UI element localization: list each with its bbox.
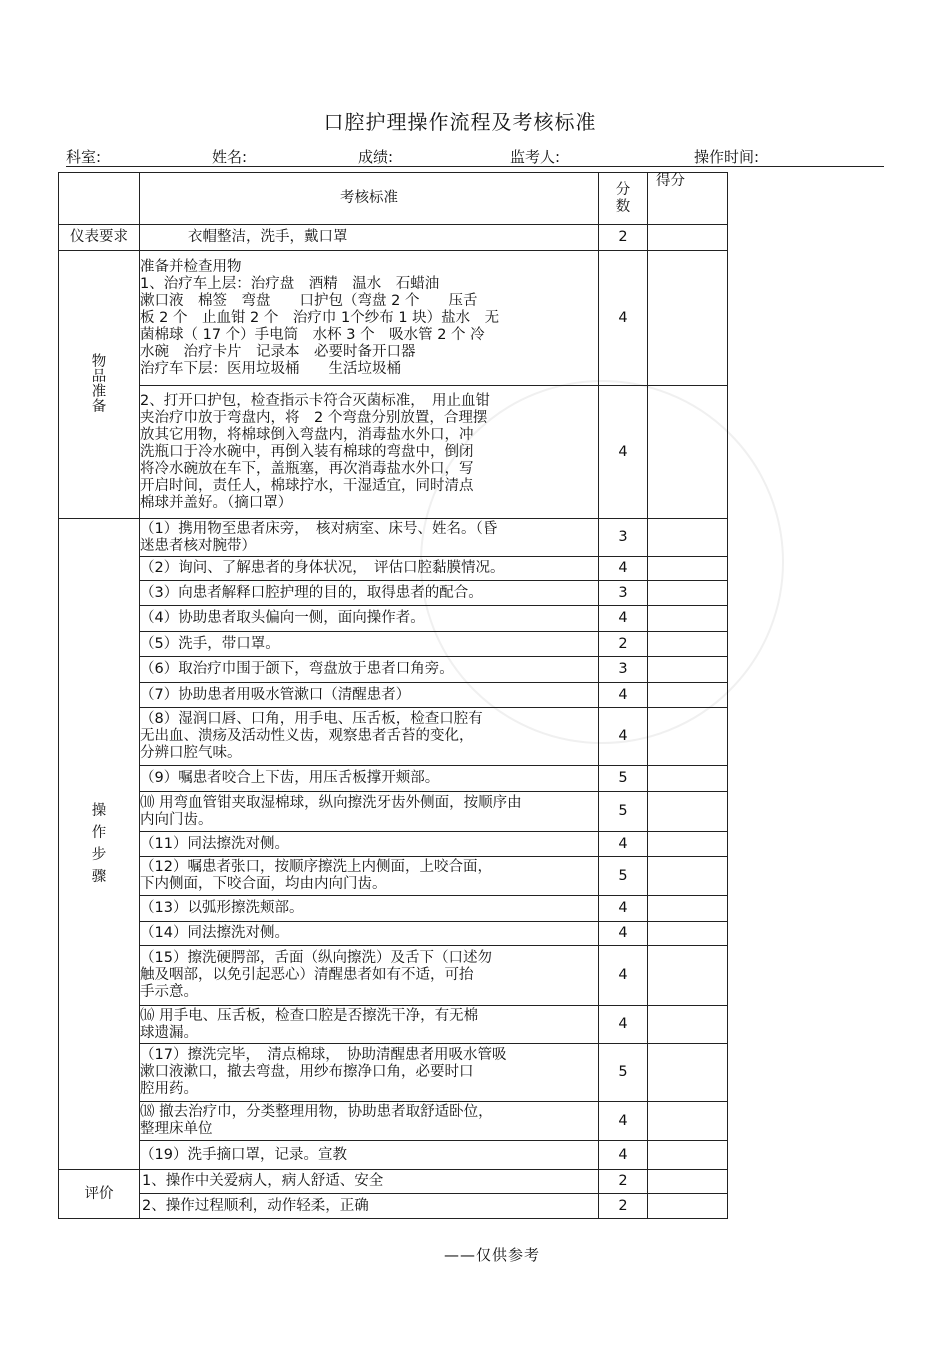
- points-value: 5: [599, 792, 648, 832]
- table-row: [59, 1170, 728, 1194]
- points-value: 4: [599, 708, 648, 766]
- examiner-label: 监考人:: [510, 148, 561, 166]
- score-input-cell[interactable]: [648, 606, 728, 632]
- table-row: [59, 657, 728, 683]
- criteria-text: （17）擦洗完毕， 清点棉球， 协助清醒患者用吸水管吸 漱口液漱口，撤去弯盘，用纱布擦净口角，必要时口 腔用药。: [140, 1044, 599, 1102]
- category-eval: 评价: [59, 1170, 140, 1219]
- points-value: 2: [599, 632, 648, 657]
- time-label: 操作时间:: [694, 148, 760, 166]
- criteria-text: （9）嘱患者咬合上下齿，用压舌板撑开颊部。: [140, 766, 599, 792]
- points-value: 4: [599, 1102, 648, 1141]
- criteria-text: （15）擦洗硬腭部，舌面（纵向擦洗）及舌下（口述勿 触及咽部，以免引起恶心）清醒患者如有不适，可抬 手示意。: [140, 946, 599, 1006]
- criteria-text: （11）同法擦洗对侧。: [140, 832, 599, 857]
- criteria-text: （7）协助患者用吸水管漱口（清醒患者）: [140, 683, 599, 708]
- table-row: [59, 766, 728, 792]
- table-row: [59, 857, 728, 896]
- points-value: 5: [599, 857, 648, 896]
- score-input-cell[interactable]: [648, 792, 728, 832]
- table-row: [59, 386, 728, 519]
- criteria-text: （2）询问、了解患者的身体状况， 评估口腔黏膜情况。: [140, 557, 599, 581]
- criteria-text: （5）洗手，带口罩。: [140, 632, 599, 657]
- score-input-cell[interactable]: [648, 1141, 728, 1170]
- table-row: [59, 581, 728, 606]
- points-value: 3: [599, 657, 648, 683]
- table-row: [59, 792, 728, 832]
- points-value: 4: [599, 606, 648, 632]
- points-value: 4: [599, 896, 648, 922]
- points-value: 4: [599, 251, 648, 386]
- table-row: [59, 896, 728, 922]
- criteria-text: 准备并检查用物 1、治疗车上层：治疗盘 酒精 温水 石蜡油 漱口液 棉签 弯盘 口护包（弯盘 2 个 压舌 板 2 个 止血钳 2 个 治疗巾 1个纱布 1 块）盐水 无 菌棉球（ 17 个）手电筒 水杯 3 个 吸水管 2 个 冷 水碗 治疗卡片 记录本 必要时备开口器 治疗车下层：医用垃圾桶 生活垃圾桶: [140, 251, 599, 386]
- table-row: [59, 519, 728, 557]
- points-value: 3: [599, 519, 648, 557]
- table-row: [59, 632, 728, 657]
- header-category-cell: [59, 173, 140, 225]
- criteria-text: （19）洗手摘口罩，记录。宣教: [140, 1141, 599, 1170]
- points-value: 4: [599, 922, 648, 946]
- criteria-text: 衣帽整洁，洗手，戴口罩: [140, 225, 599, 251]
- score-input-cell[interactable]: [648, 1194, 728, 1219]
- category-prep: 物 品 准 备: [59, 251, 140, 519]
- points-value: 4: [599, 557, 648, 581]
- dept-label: 科室:: [66, 148, 102, 166]
- criteria-text: （1）携用物至患者床旁， 核对病室、床号、姓名。（昏 迷患者核对腕带）: [140, 519, 599, 557]
- score-input-cell[interactable]: [648, 581, 728, 606]
- table-row: [59, 225, 728, 251]
- points-value: 4: [599, 1006, 648, 1044]
- score-input-cell[interactable]: [648, 251, 728, 386]
- points-value: 2: [599, 1194, 648, 1219]
- score-input-cell[interactable]: [648, 1006, 728, 1044]
- name-label: 姓名:: [212, 148, 248, 166]
- points-value: 3: [599, 581, 648, 606]
- criteria-text: ⒅ 撤去治疗巾，分类整理用物，协助患者取舒适卧位， 整理床单位: [140, 1102, 599, 1141]
- category-steps: 操 作 步 骤: [59, 519, 140, 1170]
- score-input-cell[interactable]: [648, 832, 728, 857]
- score-input-cell[interactable]: [648, 857, 728, 896]
- category-appearance: 仪表要求: [59, 225, 140, 251]
- score-input-cell[interactable]: [648, 225, 728, 251]
- score-label: 成绩:: [358, 148, 394, 166]
- score-input-cell[interactable]: [648, 1102, 728, 1141]
- score-input-cell[interactable]: [648, 683, 728, 708]
- points-value: 2: [599, 225, 648, 251]
- criteria-text: （4）协助患者取头偏向一侧，面向操作者。: [140, 606, 599, 632]
- assessment-table: [58, 172, 728, 1219]
- table-row: [59, 832, 728, 857]
- table-row: [59, 946, 728, 1006]
- score-input-cell[interactable]: [648, 1170, 728, 1194]
- score-input-cell[interactable]: [648, 946, 728, 1006]
- table-row: [59, 606, 728, 632]
- criteria-text: 2、打开口护包，检查指示卡符合灭菌标准， 用止血钳 夹治疗巾放于弯盘内，将 2 个弯盘分别放置，合理摆 放其它用物，将棉球倒入弯盘内，消毒盐水外口，冲 洗瓶口于冷水碗中，再倒入装有棉球的弯盘中，倒闭 将冷水碗放在车下，盖瓶塞，再次消毒盐水外口，写 开启时间，责任人，棉球拧水，干湿适宜，同时清点 棉球并盖好。（摘口罩）: [140, 386, 599, 519]
- points-value: 5: [599, 766, 648, 792]
- criteria-text: （6）取治疗巾围于颌下，弯盘放于患者口角旁。: [140, 657, 599, 683]
- points-value: 4: [599, 832, 648, 857]
- criteria-text: （14）同法擦洗对侧。: [140, 922, 599, 946]
- table-row: [59, 1044, 728, 1102]
- score-input-cell[interactable]: [648, 708, 728, 766]
- criteria-text: （12）嘱患者张口，按顺序擦洗上内侧面，上咬合面， 下内侧面，下咬合面，均由内向门齿。: [140, 857, 599, 896]
- score-input-cell[interactable]: [648, 386, 728, 519]
- header-row: [59, 173, 728, 225]
- criteria-text: 1、操作中关爱病人，病人舒适、安全: [140, 1170, 599, 1194]
- table-row: [59, 1102, 728, 1141]
- criteria-text: （3）向患者解释口腔护理的目的，取得患者的配合。: [140, 581, 599, 606]
- footer-note: ——仅供参考: [444, 1246, 541, 1264]
- table-row: [59, 1006, 728, 1044]
- score-input-cell[interactable]: [648, 1044, 728, 1102]
- table-row: [59, 708, 728, 766]
- criteria-text: ⒃ 用手电、压舌板，检查口腔是否擦洗干净，有无棉 球遗漏。: [140, 1006, 599, 1044]
- criteria-text: （8）湿润口唇、口角，用手电、压舌板，检查口腔有 无出血、溃疡及活动性义齿，观察患者舌苔的变化， 分辨口腔气味。: [140, 708, 599, 766]
- table-row: [59, 683, 728, 708]
- points-value: 4: [599, 946, 648, 1006]
- table-row: [59, 557, 728, 581]
- page-title: 口腔护理操作流程及考核标准: [323, 110, 597, 134]
- score-input-cell[interactable]: [648, 922, 728, 946]
- score-input-cell[interactable]: [648, 657, 728, 683]
- score-input-cell[interactable]: [648, 896, 728, 922]
- table-row: [59, 1141, 728, 1170]
- header-points: 分 数: [599, 173, 648, 225]
- points-value: 2: [599, 1170, 648, 1194]
- header-got: 得分: [648, 173, 728, 225]
- table-row: [59, 251, 728, 386]
- criteria-text: 2、操作过程顺利，动作轻柔，正确: [140, 1194, 599, 1219]
- header-criteria: 考核标准: [140, 173, 599, 225]
- points-value: 4: [599, 683, 648, 708]
- points-value: 4: [599, 1141, 648, 1170]
- points-value: 4: [599, 386, 648, 519]
- score-input-cell[interactable]: [648, 766, 728, 792]
- criteria-text: （13）以弧形擦洗颊部。: [140, 896, 599, 922]
- score-input-cell[interactable]: [648, 632, 728, 657]
- score-input-cell[interactable]: [648, 557, 728, 581]
- table-row: [59, 1194, 728, 1219]
- score-input-cell[interactable]: [648, 519, 728, 557]
- points-value: 5: [599, 1044, 648, 1102]
- table-row: [59, 922, 728, 946]
- criteria-text: ⑽ 用弯血管钳夹取湿棉球，纵向擦洗牙齿外侧面，按顺序由 内向门齿。: [140, 792, 599, 832]
- info-line: [66, 144, 884, 167]
